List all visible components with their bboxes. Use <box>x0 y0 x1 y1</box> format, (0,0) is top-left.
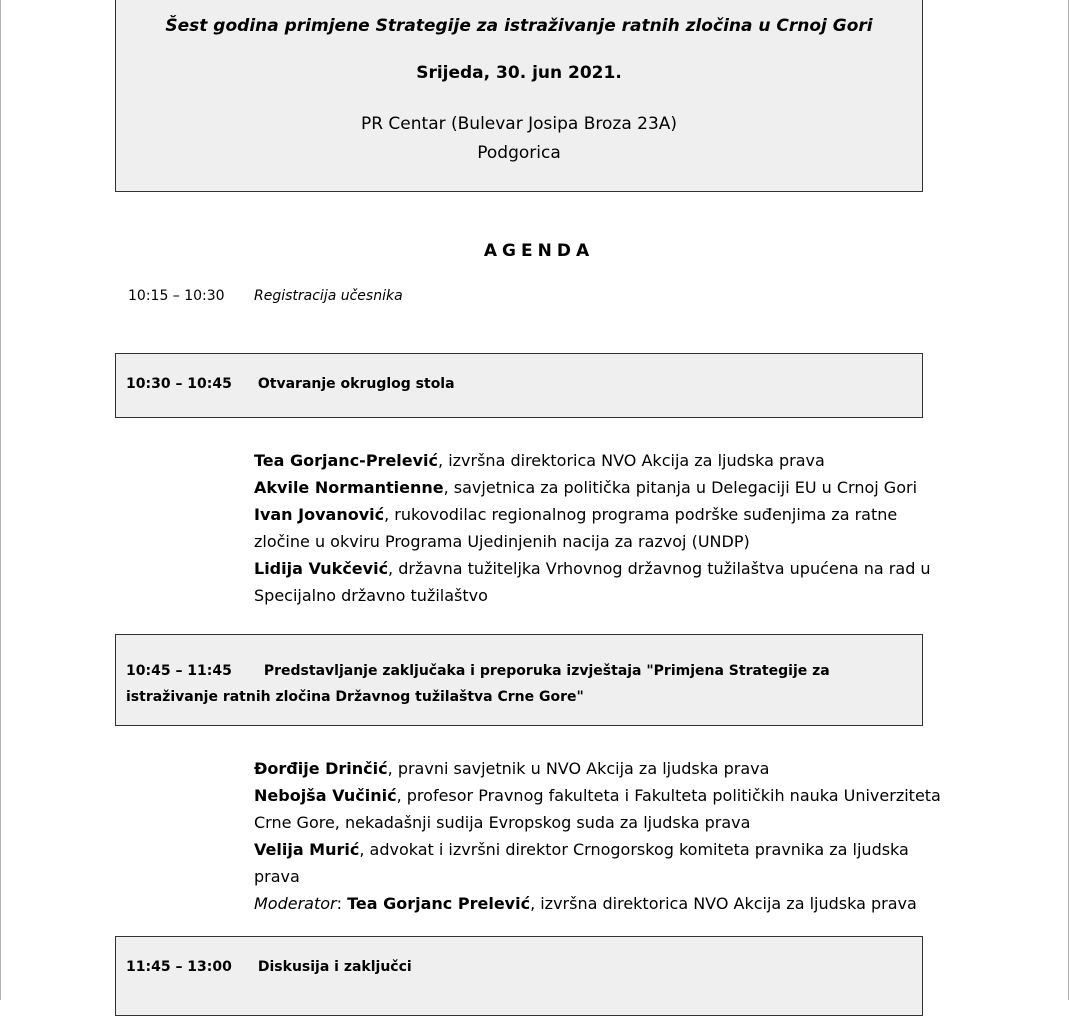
speaker-role: , državna tužiteljka Vrhovnog državnog tužilaštva upućena na rad u Specijalno državno tužilaštvo <box>254 559 931 605</box>
session-header <box>126 376 914 392</box>
speaker-list-opening <box>254 447 944 609</box>
speaker-list-presentation <box>254 755 944 890</box>
moderator-colon: : <box>336 894 348 913</box>
event-date: Srijeda, 30. jun 2021. <box>416 63 622 83</box>
moderator-line <box>254 890 917 917</box>
session-title: Diskusija i zaključci <box>257 959 412 975</box>
session-header <box>126 658 914 710</box>
agenda-heading: AGENDA <box>483 241 595 261</box>
session-title: Otvaranje okruglog stola <box>257 376 455 392</box>
speaker-role: , rukovodilac regionalnog programa podrške suđenjima za ratne zločine u okviru Programa Ujedinjenih nacija za razvoj (UNDP) <box>254 505 898 551</box>
moderator-role: , izvršna direktorica NVO Akcija za ljudska prava <box>530 894 917 913</box>
speaker-role: , savjetnica za politička pitanja u Delegaciji EU u Crnoj Gori <box>443 478 918 497</box>
speaker-role: , advokat i izvršni direktor Crnogorskog komiteta pravnika za ljudska prava <box>254 840 909 886</box>
speaker-name: Ivan Jovanović <box>254 505 385 524</box>
event-venue: PR Centar (Bulevar Josipa Broza 23A) <box>360 114 678 134</box>
speaker-item <box>254 836 944 890</box>
event-location <box>116 110 922 168</box>
page-left-edge <box>0 0 1 1000</box>
speaker-name: Tea Gorjanc-Prelević <box>254 451 439 470</box>
speaker-name: Lidija Vukčević <box>254 559 389 578</box>
event-header-box <box>115 0 923 192</box>
speaker-item <box>254 755 944 782</box>
moderator-name: Tea Gorjanc Prelević <box>347 894 531 913</box>
session-title: Predstavljanje zaključaka i preporuka izvještaja "Primjena Strategije za istraživanje ratnih zločina Državnog tužilaštva Crne Gore" <box>126 663 830 705</box>
speaker-item <box>254 447 944 474</box>
event-city: Podgorica <box>477 143 561 163</box>
speaker-name: Akvile Normantienne <box>254 478 444 497</box>
session-time: 10:30 – 10:45 <box>126 376 232 392</box>
session-time: 11:45 – 13:00 <box>126 959 232 975</box>
speaker-item <box>254 555 944 609</box>
registration-label: Registracija učesnika <box>254 288 403 304</box>
registration-time: 10:15 – 10:30 <box>128 288 225 304</box>
session-box-opening <box>115 353 923 418</box>
session-time: 10:45 – 11:45 <box>126 663 232 679</box>
speaker-item <box>254 782 944 836</box>
agenda-item-registration <box>128 288 403 304</box>
speaker-item <box>254 501 944 555</box>
speaker-role: , izvršna direktorica NVO Akcija za ljudska prava <box>438 451 825 470</box>
moderator-label: Moderator <box>254 894 337 913</box>
session-box-presentation <box>115 634 923 726</box>
session-box-discussion <box>115 936 923 1016</box>
speaker-name: Velija Murić <box>254 840 360 859</box>
speaker-role: , profesor Pravnog fakulteta i Fakulteta političkih nauka Univerziteta Crne Gore, nekadašnji sudija Evropskog suda za ljudska prava <box>254 786 941 832</box>
speaker-name: Đorđije Drinčić <box>254 759 388 778</box>
session-header <box>126 959 914 975</box>
speaker-role: , pravni savjetnik u NVO Akcija za ljudska prava <box>387 759 770 778</box>
speaker-name: Nebojša Vučinić <box>254 786 397 805</box>
event-title: Šest godina primjene Strategije za istraživanje ratnih zločina u Crnoj Gori <box>165 16 873 36</box>
speaker-item <box>254 474 944 501</box>
